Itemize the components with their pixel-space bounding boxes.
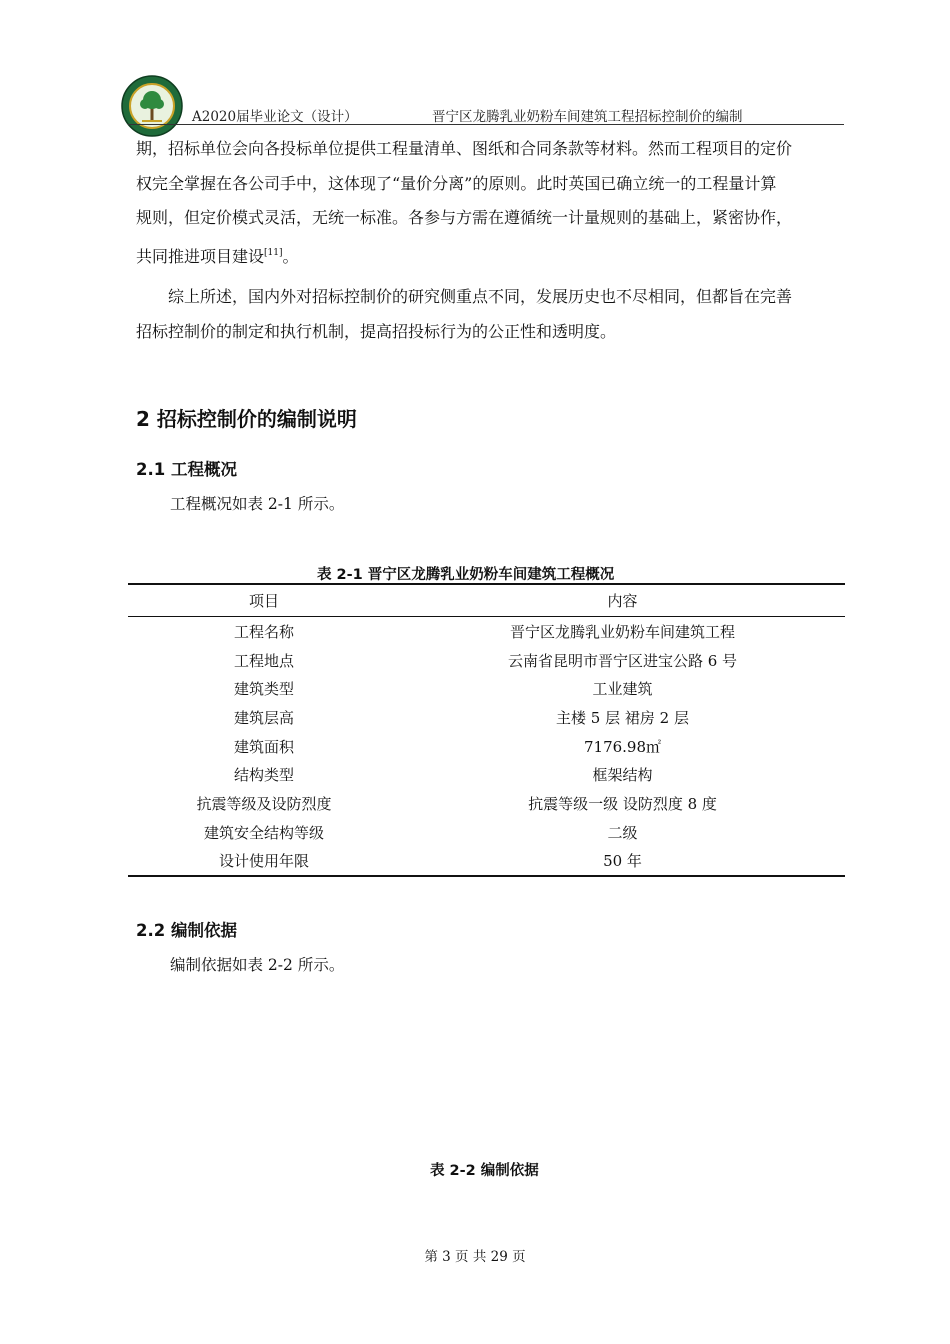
table-header-row (128, 584, 845, 617)
citation-ref: [11] (264, 247, 283, 258)
table-cell: 工程地点 (233, 651, 294, 670)
table-row (128, 789, 845, 818)
table-row (128, 617, 845, 646)
table-cell: 建筑安全结构等级 (203, 823, 324, 842)
table-cell: 设计使用年限 (128, 847, 400, 877)
table-row (128, 847, 845, 877)
running-header (128, 103, 844, 123)
table-cell: 工业建筑 (592, 680, 653, 699)
table-row (128, 818, 845, 847)
table-cell: 框架结构 (592, 766, 653, 785)
table-header-cell: 项目 (128, 584, 400, 617)
table-cell: 7176.98㎡ (583, 737, 662, 756)
section-heading-2-2: 2.2 编制依据 (136, 921, 237, 940)
table-project-overview (128, 583, 845, 877)
table-header-cell: 内容 (400, 584, 845, 617)
table-row (128, 760, 845, 789)
section-intro-2-2: 编制依据如表 2-2 所示。 (170, 956, 345, 974)
table-cell: 建筑面积 (233, 737, 294, 756)
table-row (128, 732, 845, 761)
paragraph-summary (136, 280, 844, 349)
section-intro-2-1: 工程概况如表 2-1 所示。 (170, 495, 345, 513)
table-row (128, 703, 845, 732)
table-cell: 云南省昆明市晋宁区进宝公路 6 号 (507, 651, 738, 670)
table-caption-2-1: 表 2-1 晋宁区龙腾乳业奶粉车间建筑工程概况 (317, 567, 615, 583)
text-line: 规则，但定价模式灵活，无统一标准。各参与方需在遵循统一计量规则的基础上，紧密协作， (136, 208, 793, 227)
section-heading-2: 2 招标控制价的编制说明 (136, 407, 357, 431)
table-cell: 建筑层高 (233, 708, 294, 727)
table-cell: 50 年 (400, 847, 845, 877)
table-row (128, 646, 845, 675)
table-cell: 结构类型 (233, 766, 294, 785)
text-line: 权完全掌握在各公司手中，这体现了“量价分离”的原则。此时英国已确立统一的工程量计算 (136, 173, 777, 193)
paragraph-continuation (136, 132, 844, 274)
text-line: 招标控制价的制定和执行机制，提高招投标行为的公正性和透明度。 (136, 321, 617, 341)
table-caption-2-2: 表 2-2 编制依据 (430, 1163, 539, 1179)
header-right: 晋宁区龙腾乳业奶粉车间建筑工程招标控制价的编制 (432, 109, 743, 125)
text-line-last (136, 236, 844, 275)
text-fragment: 共同推进项目建设 (136, 246, 265, 266)
section-heading-2-1: 2.1 工程概况 (136, 460, 237, 479)
table-cell: 抗震等级一级 设防烈度 8 度 (528, 794, 717, 813)
table-cell: 主楼 5 层 裙房 2 层 (556, 708, 689, 727)
table-cell: 建筑类型 (233, 680, 294, 699)
table-row (128, 674, 845, 703)
text-line: 期，招标单位会向各投标单位提供工程量清单、图纸和合同条款等材料。然而工程项目的定价 (136, 139, 793, 158)
text-line: 综上所述，国内外对招标控制价的研究侧重点不同，发展历史也不尽相同，但都旨在完善 (136, 287, 793, 306)
table-cell: 抗震等级及设防烈度 (196, 794, 332, 813)
table-cell: 工程名称 (233, 622, 294, 641)
page-number-footer: 第 3 页 共 29 页 (424, 1249, 526, 1265)
text-fragment-end: 。 (282, 246, 299, 266)
table-cell: 晋宁区龙腾乳业奶粉车间建筑工程 (509, 622, 735, 641)
table-cell: 二级 (607, 823, 638, 842)
header-rule (128, 124, 844, 125)
header-left: A2020届毕业论文（设计） (192, 109, 358, 125)
